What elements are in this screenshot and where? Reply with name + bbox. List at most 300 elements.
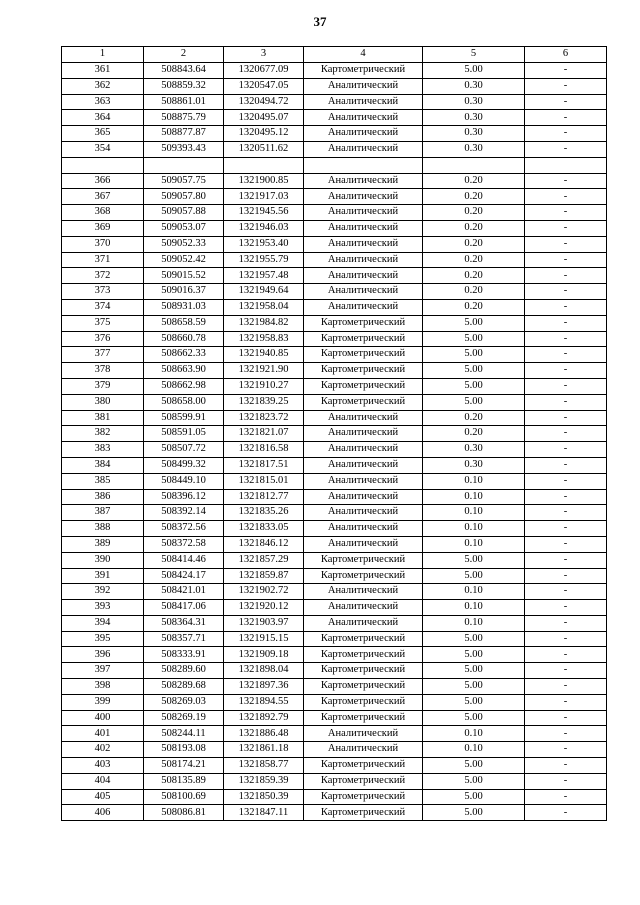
- cell-point-number: 403: [62, 758, 144, 774]
- cell-accuracy: 5.00: [423, 568, 525, 584]
- cell-x-coordinate: 508663.90: [144, 363, 224, 379]
- cell-x-coordinate: 509016.37: [144, 284, 224, 300]
- cell-accuracy: 5.00: [423, 315, 525, 331]
- cell-y-coordinate: 1321917.03: [224, 189, 304, 205]
- cell-y-coordinate: 1321910.27: [224, 378, 304, 394]
- cell-method: Аналитический: [304, 268, 423, 284]
- cell-x-coordinate: 508859.32: [144, 78, 224, 94]
- cell-note: -: [525, 299, 607, 315]
- table-row: [62, 189, 607, 205]
- cell-accuracy: 5.00: [423, 710, 525, 726]
- cell-note: -: [525, 252, 607, 268]
- cell-accuracy: 0.20: [423, 236, 525, 252]
- cell-note: -: [525, 236, 607, 252]
- cell-y-coordinate: 1321833.05: [224, 521, 304, 537]
- cell-y-coordinate: 1321886.48: [224, 726, 304, 742]
- cell-accuracy: 0.20: [423, 252, 525, 268]
- cell-accuracy: 0.20: [423, 220, 525, 236]
- cell-method: Картометрический: [304, 631, 423, 647]
- cell-accuracy: 5.00: [423, 773, 525, 789]
- cell-method: Картометрический: [304, 805, 423, 821]
- table-row: [62, 536, 607, 552]
- table-row: [62, 615, 607, 631]
- cell-point-number: 384: [62, 457, 144, 473]
- cell-point-number: 397: [62, 663, 144, 679]
- cell-x-coordinate: 508244.11: [144, 726, 224, 742]
- cell-accuracy: 0.20: [423, 173, 525, 189]
- cell-point-number: 370: [62, 236, 144, 252]
- cell-y-coordinate: 1321900.85: [224, 173, 304, 189]
- cell-y-coordinate: 1321958.83: [224, 331, 304, 347]
- cell-note: -: [525, 205, 607, 221]
- cell-y-coordinate: 1320511.62: [224, 141, 304, 157]
- cell-accuracy: 0.30: [423, 94, 525, 110]
- cell-y-coordinate: 1321812.77: [224, 489, 304, 505]
- table-row: [62, 284, 607, 300]
- table-row: [62, 347, 607, 363]
- cell-method: Аналитический: [304, 615, 423, 631]
- cell-accuracy: 0.10: [423, 489, 525, 505]
- cell-y-coordinate: 1320547.05: [224, 78, 304, 94]
- cell-accuracy: 0.10: [423, 536, 525, 552]
- cell-note: -: [525, 600, 607, 616]
- cell-x-coordinate: 508658.00: [144, 394, 224, 410]
- table-row: [62, 742, 607, 758]
- cell-note: -: [525, 726, 607, 742]
- cell-y-coordinate: [224, 157, 304, 173]
- cell-method: Картометрический: [304, 331, 423, 347]
- cell-point-number: 406: [62, 805, 144, 821]
- cell-method: Картометрический: [304, 347, 423, 363]
- cell-accuracy: 0.20: [423, 284, 525, 300]
- cell-y-coordinate: 1321921.90: [224, 363, 304, 379]
- cell-y-coordinate: 1321920.12: [224, 600, 304, 616]
- table-row: [62, 363, 607, 379]
- cell-accuracy: 5.00: [423, 789, 525, 805]
- cell-y-coordinate: 1321953.40: [224, 236, 304, 252]
- cell-y-coordinate: 1321850.39: [224, 789, 304, 805]
- cell-accuracy: 5.00: [423, 378, 525, 394]
- cell-point-number: 373: [62, 284, 144, 300]
- cell-x-coordinate: 508861.01: [144, 94, 224, 110]
- cell-note: -: [525, 315, 607, 331]
- cell-note: -: [525, 505, 607, 521]
- cell-note: -: [525, 742, 607, 758]
- cell-method: Аналитический: [304, 189, 423, 205]
- cell-y-coordinate: 1321835.26: [224, 505, 304, 521]
- cell-point-number: 388: [62, 521, 144, 537]
- cell-x-coordinate: 508507.72: [144, 442, 224, 458]
- table-row: [62, 252, 607, 268]
- cell-accuracy: 0.30: [423, 141, 525, 157]
- cell-method: Аналитический: [304, 252, 423, 268]
- page-number: 37: [313, 14, 327, 29]
- column-header-4: 4: [304, 47, 423, 63]
- cell-note: -: [525, 568, 607, 584]
- cell-method: Картометрический: [304, 663, 423, 679]
- cell-note: -: [525, 631, 607, 647]
- table-row: [62, 568, 607, 584]
- cell-accuracy: 0.10: [423, 615, 525, 631]
- cell-y-coordinate: 1320494.72: [224, 94, 304, 110]
- cell-point-number: 369: [62, 220, 144, 236]
- table-row: [62, 78, 607, 94]
- cell-accuracy: 5.00: [423, 647, 525, 663]
- cell-point-number: 396: [62, 647, 144, 663]
- cell-accuracy: 0.30: [423, 126, 525, 142]
- cell-point-number: 378: [62, 363, 144, 379]
- table-header: [62, 47, 607, 63]
- cell-x-coordinate: 508392.14: [144, 505, 224, 521]
- cell-accuracy: 5.00: [423, 347, 525, 363]
- cell-accuracy: 0.10: [423, 742, 525, 758]
- cell-y-coordinate: 1321859.87: [224, 568, 304, 584]
- cell-point-number: 398: [62, 679, 144, 695]
- table-row: [62, 457, 607, 473]
- cell-accuracy: 0.30: [423, 78, 525, 94]
- cell-x-coordinate: 508931.03: [144, 299, 224, 315]
- cell-point-number: 386: [62, 489, 144, 505]
- cell-note: -: [525, 426, 607, 442]
- cell-method: Аналитический: [304, 110, 423, 126]
- cell-y-coordinate: 1321823.72: [224, 410, 304, 426]
- cell-note: -: [525, 758, 607, 774]
- column-header-6: 6: [525, 47, 607, 63]
- cell-point-number: 367: [62, 189, 144, 205]
- cell-method: Аналитический: [304, 284, 423, 300]
- table-row: [62, 694, 607, 710]
- cell-point-number: 399: [62, 694, 144, 710]
- cell-note: -: [525, 284, 607, 300]
- cell-point-number: 381: [62, 410, 144, 426]
- cell-x-coordinate: 508135.89: [144, 773, 224, 789]
- cell-y-coordinate: 1321903.97: [224, 615, 304, 631]
- cell-note: -: [525, 94, 607, 110]
- cell-accuracy: 5.00: [423, 631, 525, 647]
- cell-y-coordinate: 1320495.07: [224, 110, 304, 126]
- cell-y-coordinate: 1321817.51: [224, 457, 304, 473]
- cell-accuracy: 0.30: [423, 442, 525, 458]
- cell-y-coordinate: 1321857.29: [224, 552, 304, 568]
- cell-note: -: [525, 173, 607, 189]
- cell-point-number: 395: [62, 631, 144, 647]
- cell-point-number: 365: [62, 126, 144, 142]
- table-row: [62, 173, 607, 189]
- cell-method: Картометрический: [304, 568, 423, 584]
- column-header-1: 1: [62, 47, 144, 63]
- cell-accuracy: 0.20: [423, 268, 525, 284]
- cell-point-number: 382: [62, 426, 144, 442]
- cell-method: Аналитический: [304, 521, 423, 537]
- cell-point-number: 387: [62, 505, 144, 521]
- cell-method: Аналитический: [304, 584, 423, 600]
- cell-note: -: [525, 268, 607, 284]
- table-row: [62, 426, 607, 442]
- cell-point-number: 404: [62, 773, 144, 789]
- cell-point-number: [62, 157, 144, 173]
- table-row: [62, 378, 607, 394]
- cell-method: Картометрический: [304, 694, 423, 710]
- cell-point-number: 390: [62, 552, 144, 568]
- cell-accuracy: 0.20: [423, 189, 525, 205]
- cell-x-coordinate: 508875.79: [144, 110, 224, 126]
- table-row: [62, 600, 607, 616]
- table-row: [62, 268, 607, 284]
- cell-y-coordinate: 1321897.36: [224, 679, 304, 695]
- cell-note: -: [525, 110, 607, 126]
- table-row: [62, 663, 607, 679]
- cell-point-number: 377: [62, 347, 144, 363]
- cell-point-number: 400: [62, 710, 144, 726]
- table-row: [62, 805, 607, 821]
- cell-x-coordinate: 509053.07: [144, 220, 224, 236]
- cell-accuracy: 0.10: [423, 521, 525, 537]
- table-row: [62, 584, 607, 600]
- cell-x-coordinate: 508269.19: [144, 710, 224, 726]
- cell-x-coordinate: 508662.33: [144, 347, 224, 363]
- table-row: [62, 505, 607, 521]
- cell-x-coordinate: 508843.64: [144, 63, 224, 79]
- cell-note: -: [525, 615, 607, 631]
- cell-x-coordinate: 508174.21: [144, 758, 224, 774]
- cell-accuracy: 5.00: [423, 552, 525, 568]
- cell-note: -: [525, 663, 607, 679]
- cell-note: -: [525, 773, 607, 789]
- cell-accuracy: 0.30: [423, 457, 525, 473]
- cell-method: Аналитический: [304, 173, 423, 189]
- cell-method: Картометрический: [304, 789, 423, 805]
- cell-y-coordinate: 1320495.12: [224, 126, 304, 142]
- cell-point-number: 372: [62, 268, 144, 284]
- table-row: [62, 679, 607, 695]
- cell-note: -: [525, 489, 607, 505]
- cell-method: Аналитический: [304, 141, 423, 157]
- table-row: [62, 220, 607, 236]
- table-row: [62, 710, 607, 726]
- cell-point-number: 379: [62, 378, 144, 394]
- cell-y-coordinate: 1321958.04: [224, 299, 304, 315]
- table-row: [62, 631, 607, 647]
- cell-note: -: [525, 536, 607, 552]
- cell-y-coordinate: 1321816.58: [224, 442, 304, 458]
- cell-accuracy: 0.30: [423, 110, 525, 126]
- cell-method: [304, 157, 423, 173]
- cell-point-number: 394: [62, 615, 144, 631]
- cell-accuracy: 5.00: [423, 363, 525, 379]
- cell-method: Картометрический: [304, 315, 423, 331]
- cell-y-coordinate: 1321955.79: [224, 252, 304, 268]
- cell-note: -: [525, 63, 607, 79]
- column-header-3: 3: [224, 47, 304, 63]
- column-header-5: 5: [423, 47, 525, 63]
- cell-point-number: 374: [62, 299, 144, 315]
- cell-point-number: 371: [62, 252, 144, 268]
- column-header-2: 2: [144, 47, 224, 63]
- cell-x-coordinate: 508417.06: [144, 600, 224, 616]
- cell-note: -: [525, 552, 607, 568]
- cell-y-coordinate: 1321898.04: [224, 663, 304, 679]
- coordinates-table: [61, 46, 607, 821]
- cell-accuracy: 5.00: [423, 758, 525, 774]
- cell-accuracy: 5.00: [423, 331, 525, 347]
- cell-point-number: 368: [62, 205, 144, 221]
- cell-y-coordinate: 1321894.55: [224, 694, 304, 710]
- cell-note: -: [525, 189, 607, 205]
- cell-x-coordinate: 508289.60: [144, 663, 224, 679]
- table-row: [62, 141, 607, 157]
- cell-y-coordinate: 1321839.25: [224, 394, 304, 410]
- cell-x-coordinate: 508591.05: [144, 426, 224, 442]
- cell-note: -: [525, 457, 607, 473]
- cell-accuracy: [423, 157, 525, 173]
- cell-note: -: [525, 126, 607, 142]
- cell-y-coordinate: 1321815.01: [224, 473, 304, 489]
- cell-x-coordinate: 508364.31: [144, 615, 224, 631]
- cell-x-coordinate: 508269.03: [144, 694, 224, 710]
- cell-point-number: 366: [62, 173, 144, 189]
- cell-method: Картометрический: [304, 758, 423, 774]
- table-row: [62, 647, 607, 663]
- table-row: [62, 63, 607, 79]
- cell-method: Аналитический: [304, 220, 423, 236]
- table-body: [62, 63, 607, 821]
- table-row: [62, 205, 607, 221]
- table-row: [62, 410, 607, 426]
- cell-note: -: [525, 521, 607, 537]
- cell-accuracy: 0.20: [423, 299, 525, 315]
- cell-point-number: 393: [62, 600, 144, 616]
- cell-note: -: [525, 394, 607, 410]
- cell-note: -: [525, 141, 607, 157]
- cell-accuracy: 0.10: [423, 600, 525, 616]
- cell-x-coordinate: 508396.12: [144, 489, 224, 505]
- cell-x-coordinate: 508658.59: [144, 315, 224, 331]
- cell-accuracy: 5.00: [423, 63, 525, 79]
- cell-method: Аналитический: [304, 600, 423, 616]
- cell-accuracy: 0.10: [423, 584, 525, 600]
- cell-note: -: [525, 473, 607, 489]
- table-row: [62, 299, 607, 315]
- cell-x-coordinate: 508449.10: [144, 473, 224, 489]
- cell-y-coordinate: 1321846.12: [224, 536, 304, 552]
- cell-note: -: [525, 220, 607, 236]
- cell-point-number: 375: [62, 315, 144, 331]
- cell-note: -: [525, 710, 607, 726]
- cell-y-coordinate: 1321940.85: [224, 347, 304, 363]
- table-row: [62, 126, 607, 142]
- cell-accuracy: 0.20: [423, 426, 525, 442]
- cell-x-coordinate: 509057.88: [144, 205, 224, 221]
- cell-point-number: 385: [62, 473, 144, 489]
- cell-note: -: [525, 410, 607, 426]
- table-row: [62, 773, 607, 789]
- cell-method: Аналитический: [304, 236, 423, 252]
- cell-method: Картометрический: [304, 773, 423, 789]
- cell-method: Аналитический: [304, 489, 423, 505]
- cell-method: Аналитический: [304, 426, 423, 442]
- cell-point-number: 363: [62, 94, 144, 110]
- cell-y-coordinate: 1321892.79: [224, 710, 304, 726]
- cell-note: -: [525, 647, 607, 663]
- table-row: [62, 110, 607, 126]
- cell-method: Аналитический: [304, 410, 423, 426]
- table-row: [62, 394, 607, 410]
- cell-note: -: [525, 789, 607, 805]
- cell-x-coordinate: 508372.58: [144, 536, 224, 552]
- cell-point-number: 383: [62, 442, 144, 458]
- cell-x-coordinate: 508660.78: [144, 331, 224, 347]
- cell-x-coordinate: 508193.08: [144, 742, 224, 758]
- cell-x-coordinate: 508424.17: [144, 568, 224, 584]
- cell-note: -: [525, 347, 607, 363]
- cell-method: Аналитический: [304, 536, 423, 552]
- cell-method: Картометрический: [304, 363, 423, 379]
- cell-method: Картометрический: [304, 378, 423, 394]
- cell-y-coordinate: 1321858.77: [224, 758, 304, 774]
- cell-x-coordinate: 509057.75: [144, 173, 224, 189]
- cell-accuracy: 5.00: [423, 805, 525, 821]
- cell-note: -: [525, 78, 607, 94]
- cell-accuracy: 5.00: [423, 679, 525, 695]
- cell-point-number: 376: [62, 331, 144, 347]
- cell-x-coordinate: 509052.33: [144, 236, 224, 252]
- cell-y-coordinate: 1321945.56: [224, 205, 304, 221]
- cell-method: Картометрический: [304, 647, 423, 663]
- cell-y-coordinate: 1321909.18: [224, 647, 304, 663]
- cell-y-coordinate: 1321821.07: [224, 426, 304, 442]
- cell-accuracy: 0.10: [423, 505, 525, 521]
- cell-x-coordinate: 508372.56: [144, 521, 224, 537]
- cell-method: Аналитический: [304, 299, 423, 315]
- cell-y-coordinate: 1320677.09: [224, 63, 304, 79]
- cell-accuracy: 0.10: [423, 473, 525, 489]
- cell-point-number: 361: [62, 63, 144, 79]
- cell-y-coordinate: 1321946.03: [224, 220, 304, 236]
- cell-note: -: [525, 679, 607, 695]
- cell-note: -: [525, 378, 607, 394]
- cell-method: Картометрический: [304, 710, 423, 726]
- table-row: [62, 315, 607, 331]
- cell-method: Картометрический: [304, 552, 423, 568]
- cell-x-coordinate: 508662.98: [144, 378, 224, 394]
- cell-note: -: [525, 584, 607, 600]
- table-row: [62, 521, 607, 537]
- header-row: [62, 47, 607, 63]
- cell-x-coordinate: [144, 157, 224, 173]
- cell-note: -: [525, 442, 607, 458]
- cell-note: -: [525, 363, 607, 379]
- cell-method: Картометрический: [304, 679, 423, 695]
- cell-method: Аналитический: [304, 457, 423, 473]
- cell-point-number: 380: [62, 394, 144, 410]
- cell-method: Аналитический: [304, 205, 423, 221]
- cell-method: Аналитический: [304, 442, 423, 458]
- cell-method: Аналитический: [304, 94, 423, 110]
- cell-x-coordinate: 509015.52: [144, 268, 224, 284]
- cell-y-coordinate: 1321847.11: [224, 805, 304, 821]
- cell-x-coordinate: 508414.46: [144, 552, 224, 568]
- table-row: [62, 726, 607, 742]
- cell-y-coordinate: 1321949.64: [224, 284, 304, 300]
- cell-method: Картометрический: [304, 63, 423, 79]
- cell-method: Аналитический: [304, 742, 423, 758]
- cell-x-coordinate: 508357.71: [144, 631, 224, 647]
- table-row: [62, 94, 607, 110]
- cell-y-coordinate: 1321861.18: [224, 742, 304, 758]
- table-row: [62, 758, 607, 774]
- cell-point-number: 391: [62, 568, 144, 584]
- cell-x-coordinate: 508421.01: [144, 584, 224, 600]
